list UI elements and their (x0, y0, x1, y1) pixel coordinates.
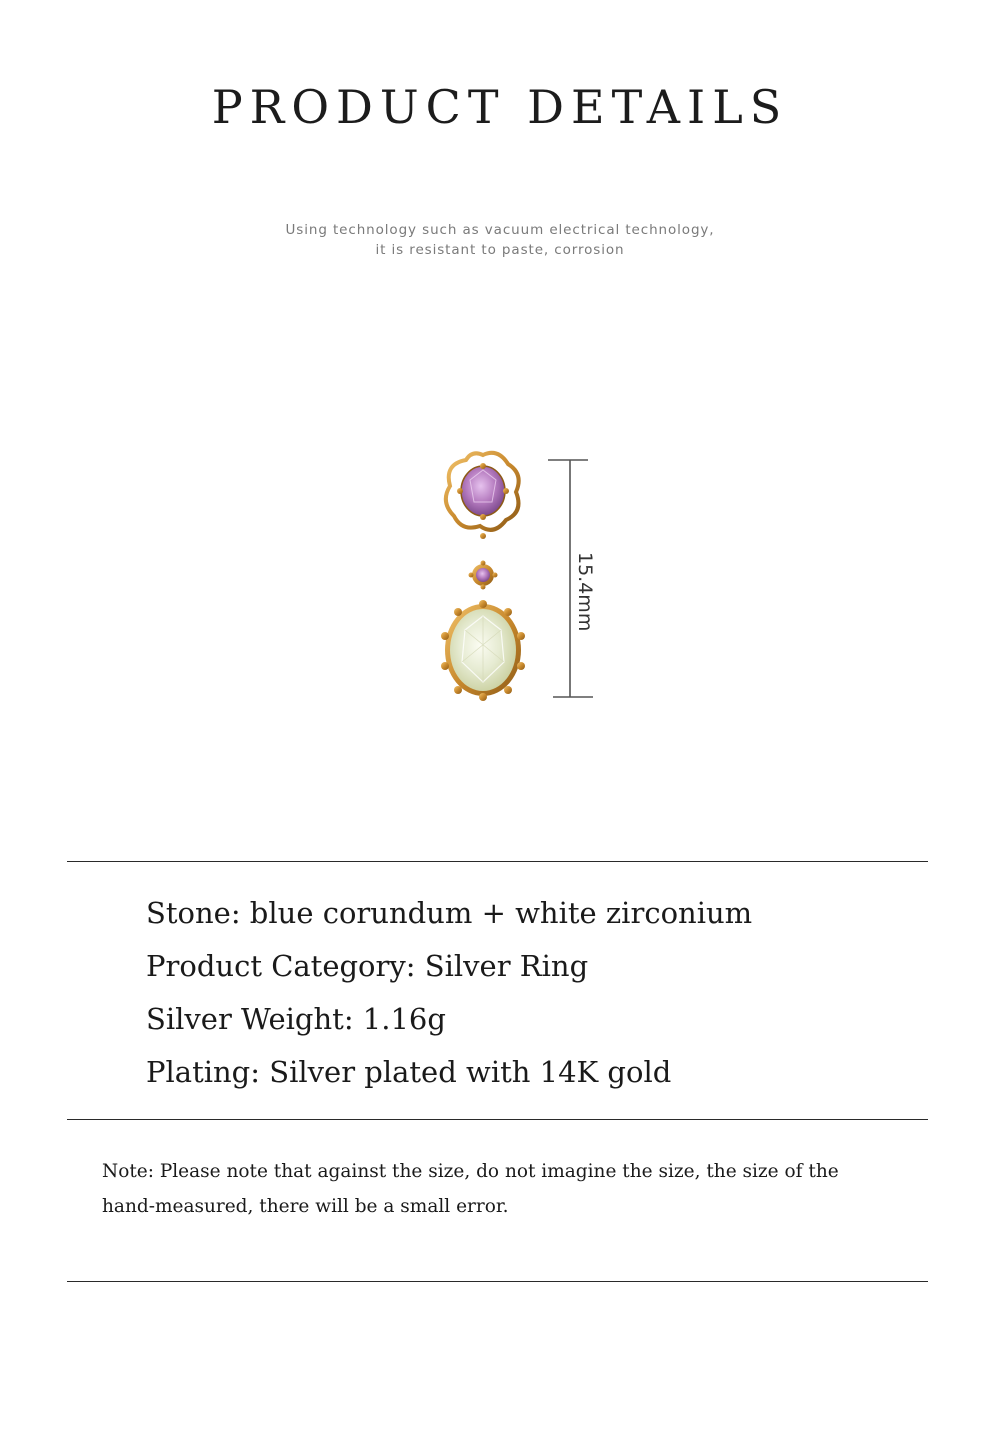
pink-stone (461, 466, 505, 516)
size-note-line-1: Note: Please note that against the size, do not imagine the size, the size of the (102, 1161, 839, 1182)
subtitle-line-2: it is resistant to paste, corrosion (375, 242, 625, 258)
subtitle (0, 220, 1000, 260)
spec-category: Product Category: Silver Ring (146, 949, 589, 983)
divider-top (67, 861, 928, 862)
size-note-line-2: hand-measured, there will be a small error. (102, 1196, 509, 1217)
subtitle-line-1: Using technology such as vacuum electrical technology, (285, 222, 715, 238)
spec-list (146, 887, 936, 1099)
spec-stone: Stone: blue corundum + white zirconium (146, 896, 753, 930)
spec-plating: Plating: Silver plated with 14K gold (146, 1055, 672, 1089)
page-title: PRODUCT DETAILS (211, 80, 789, 134)
small-stone (469, 561, 498, 590)
divider-bottom (67, 1281, 928, 1282)
bottom-setting (441, 600, 525, 701)
spec-weight: Silver Weight: 1.16g (146, 1002, 446, 1036)
divider-middle (67, 1119, 928, 1120)
dimension-label: 15.4mm (574, 552, 596, 632)
size-note (102, 1154, 902, 1224)
